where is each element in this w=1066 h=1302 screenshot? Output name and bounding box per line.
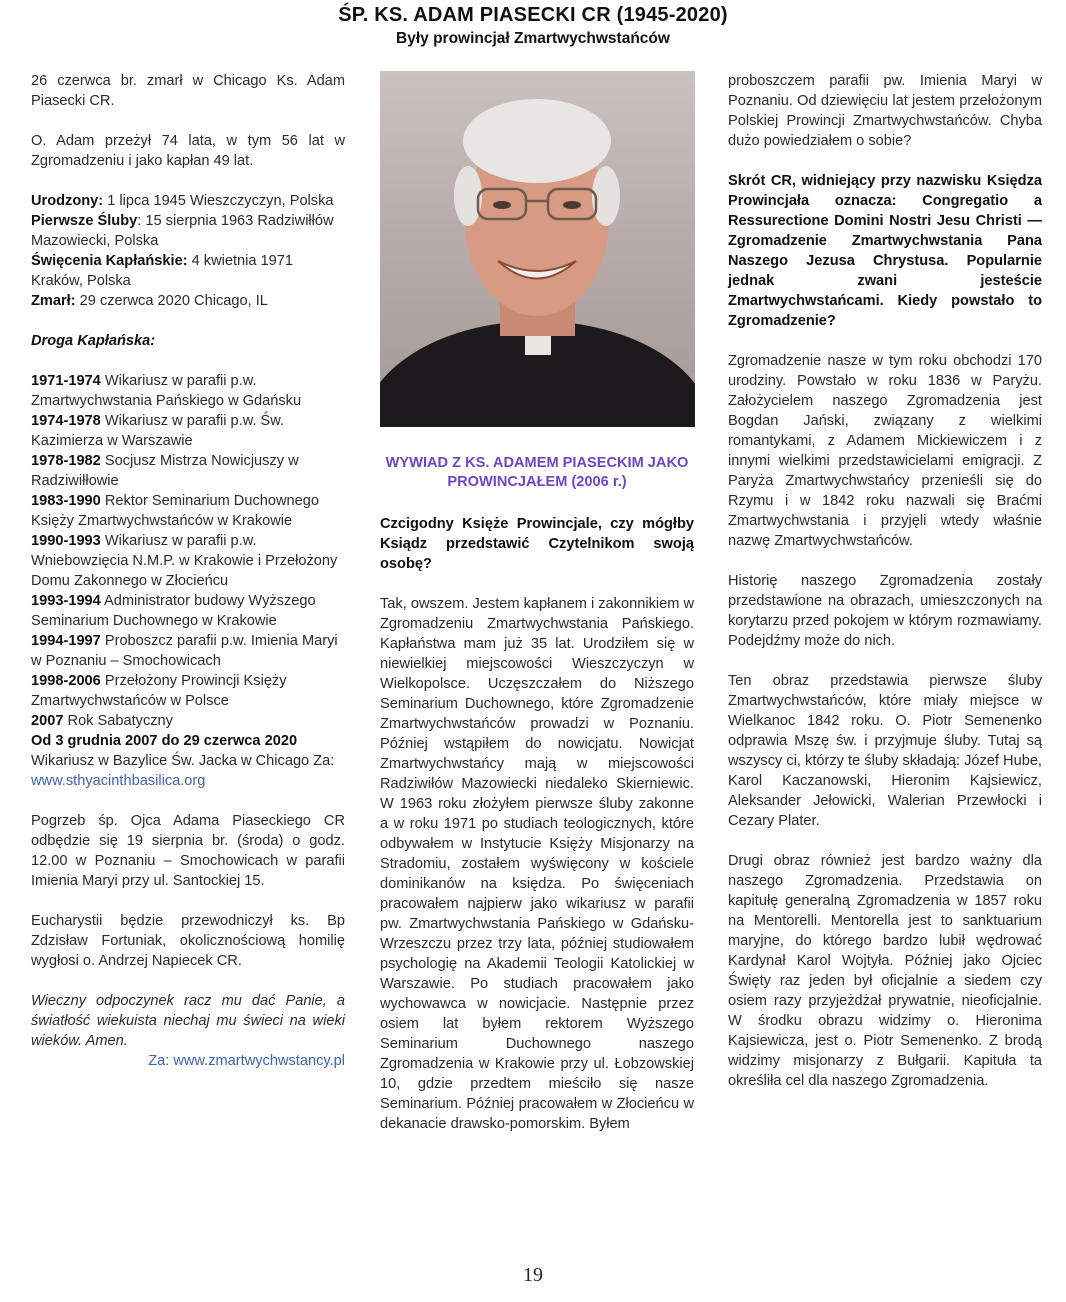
article-subtitle: Były prowincjał Zmartwychwstańców: [396, 30, 670, 47]
career-years: 1971-1974: [31, 373, 101, 389]
career-item: [31, 491, 345, 531]
career-years: 1994-1997: [31, 633, 101, 649]
career-item: [31, 591, 345, 631]
career-text: Proboszcz parafii p.w. Imienia Maryi w Poznaniu – Smochowicach: [31, 633, 338, 669]
career-years: Od 3 grudnia 2007 do 29 czerwca 2020: [31, 733, 298, 749]
career-text: Przełożony Prowincji Księży Zmartwychwstańców w Polsce: [31, 673, 287, 709]
career-heading: Droga Kapłańska:: [31, 333, 156, 349]
chapter-paragraph: Drugi obraz również jest bardzo ważny dla naszego Zgromadzenia. Przedstawia on kapitułę generalną Zgromadzenia w 1857 roku na Mentorelli. Mentorella jest to sanktuarium maryjne, do którego bardzo lubił wędrować Kardynał Karol Wojtyła. Później jako Ojciec Święty raz jeden był oficjalnie a siedem czy osiem razy przyjeżdżał prywatnie, nieoficjalnie. W środku obrazu widzimy o. Hieronima Kajsiewicza, jest o. Piotr Semenenko. Z brodą widzimy misjonarzy z Bułgarii. Kapituła ta określiła cel dla naszego Zgromadzenia.: [728, 853, 1042, 1089]
interview-heading: WYWIAD Z KS. ADAMEM PIASECKIM JAKO PROWINCJAŁEM (2006 r.): [385, 455, 689, 490]
ordination-label: Święcenia Kapłańskie:: [31, 253, 188, 269]
source-line: [31, 1051, 345, 1071]
career-text: Wikariusz w parafii p.w. Zmartwychwstania Pańskiego w Gdańsku: [31, 373, 302, 409]
interview-answer-2: Zgromadzenie nasze w tym roku obchodzi 170 urodziny. Powstało w roku 1836 w Paryżu. Założycielem naszego Zgromadzenia jest Bogdan Jański, związany z wielkimi romantykami, z Adamem Mickiewiczem i z innymi wielkimi przedstawicielami emigracji. Z Paryża Zmartwychwstańcy przenieśli się do Rzymu i w 1842 roku nazwali się Braćmi Zmartwychwstania i przyjęli wtedy właśnie nazwę Zmartwychwstańców.: [728, 353, 1042, 549]
career-text: Wikariusz w Bazylice Św. Jacka w Chicago Za:: [31, 753, 335, 769]
source-prefix: Za:: [148, 1053, 174, 1069]
career-list: [31, 371, 345, 791]
middle-column: [380, 454, 694, 1134]
page-number: 19: [523, 1264, 543, 1286]
career-years: 1983-1990: [31, 493, 101, 509]
career-years: 1990-1993: [31, 533, 101, 549]
prayer-paragraph: Wieczny odpoczynek racz mu dać Panie, a światłość wiekuista niechaj mu świeci na wieki wieków. Amen.: [31, 993, 345, 1049]
funeral-paragraph: Pogrzeb śp. Ojca Adama Piaseckiego CR odbędzie się 19 sierpnia br. (środa) o godz. 12.00 w Poznaniu – Smochowicach w parafii Imienia Maryi przy ul. Santockiej 15.: [31, 813, 345, 889]
right-column: [728, 71, 1042, 1091]
ordination-value: 4 kwietnia 1971 Kraków, Polska: [31, 253, 294, 289]
career-item: [31, 531, 345, 591]
basilica-link[interactable]: www.sthyacinthbasilica.org: [31, 773, 206, 789]
portrait-photo: [380, 71, 695, 427]
career-text: Rok Sabatyczny: [63, 713, 173, 729]
age-paragraph: O. Adam przeżył 74 lata, w tym 56 lat w Zgromadzeniu i jako kapłan 49 lat.: [31, 133, 345, 169]
career-years: 1978-1982: [31, 453, 101, 469]
bio-facts: [31, 191, 345, 311]
died-value: 29 czerwca 2020 Chicago, IL: [75, 293, 268, 309]
career-years: 2007: [31, 713, 64, 729]
career-text: Socjusz Mistrza Nowicjuszy w Radziwiłłowie: [31, 453, 299, 489]
career-item: [31, 451, 345, 491]
portrait-illustration: [380, 71, 695, 427]
born-value: 1 lipca 1945 Wieszczyczyn, Polska: [103, 193, 334, 209]
career-item: [31, 671, 345, 711]
vows-label: Pierwsze Śluby: [31, 213, 138, 229]
died-label: Zmarł:: [31, 293, 76, 309]
intro-paragraph: 26 czerwca br. zmarł w Chicago Ks. Adam Piasecki CR.: [31, 73, 345, 109]
born-label: Urodzony:: [31, 193, 104, 209]
career-years: 1974-1978: [31, 413, 101, 429]
career-text: Administrator budowy Wyższego Seminarium Duchownego w Krakowie: [31, 593, 316, 629]
career-item: [31, 631, 345, 671]
career-item: [31, 371, 345, 411]
interview-answer-1: Tak, owszem. Jestem kapłanem i zakonnikiem w Zgromadzeniu Zmartwychwstania Pańskiego. Kapłaństwa mam już 35 lat. Urodziłem się w niewielkiej miejscowości Wieszczyczyn w Wielkopolsce. Uczęszczałem do Niższego Seminarium Duchownego, które Zgromadzenie Zmartwychwstańców prowadzi w Poznaniu. Później wstąpiłem do nowicjatu. Nowicjat Zmartwychwstańcy mają w miejscowości Radziwiłów Mazowiecki niedaleko Skierniewic. W 1963 roku złożyłem pierwsze śluby zakonne a w roku 1971 po studiach teologicznych, które odbywałem w Instytucie Księży Misjonarzy na Stradomiu, zostałem wyświęcony w kościele dominikanów na księdza. Po święceniach pracowałem najpierw jako wikariusz w parafii pw. Zmartwychwstania Pańskiego w Gdańsku-Wrzeszczu przez trzy lata, później studiowałem psychologię na Akademii Teologii Katolickiej w Warszawie. Po studiach pracowałem jako wychowawca w nowicjacie. Następnie przez osiem lat byłem rektorem Wyższego Seminarium Duchownego naszego Zgromadzenia w Krakowie przy ul. Łobzowskiej 10, gdzie przedtem mieściło się nasze Seminarium. Później pracowałem w Złocieńcu w dekanacie drawsko-pomorskim. Byłem: [380, 596, 694, 1132]
vows-value: : 15 sierpnia 1963 Radziwiłłów Mazowiecki, Polska: [31, 213, 334, 249]
paintings-paragraph: Historię naszego Zgromadzenia zostały przedstawione na obrazach, umieszczonych na korytarzu przed pokojem w którym rozmawiamy. Podejdźmy może do nich.: [728, 573, 1042, 649]
career-item: [31, 411, 345, 451]
career-years: 1993-1994: [31, 593, 101, 609]
left-column: [31, 71, 345, 1071]
interview-question-2: Skrót CR, widniejący przy nazwisku Księdza Prowincjała oznacza: Congregatio a Ressurectione Domini Nostri Jesu Christi — Zgromadzenie Zmartwychwstania Pana Naszego Jezusa Chrystusa. Popularnie jednak zwani jesteście Zmartwychwstańcami. Kiedy powstało to Zgromadzenie?: [728, 173, 1042, 329]
first-vows-paragraph: Ten obraz przedstawia pierwsze śluby Zmartwychwstańców, które miały miejsce w Wielkanoc 1842 roku. O. Piotr Semenenko odprawia Mszę św. i przyjmuje śluby. Tutaj są wszyscy ci, którzy te śluby składają: Józef Hube, Karol Kaczanowski, Hieronim Kajsiewicz, Aleksander Jełowicki, Walerian Przewłocki i Cezary Plater.: [728, 673, 1042, 829]
career-text: Wikariusz w parafii p.w. Św. Kazimierza w Warszawie: [31, 413, 285, 449]
career-text: Rektor Seminarium Duchownego Księży Zmartwychwstańców w Krakowie: [31, 493, 319, 529]
interview-question-1: Czcigodny Księże Prowincjale, czy mógłby Ksiądz przedstawić Czytelnikom swoją osobę?: [380, 516, 694, 572]
career-text: Wikariusz w parafii p.w. Wniebowzięcia N.M.P. w Krakowie i Przełożony Domu Zakonnego w Złocieńcu: [31, 533, 338, 589]
interview-answer-1-continued: proboszczem parafii pw. Imienia Maryi w Poznaniu. Od dziewięciu lat jestem przełożonym Polskiej Prowincji Zmartwychwstańców. Chyba dużo powiedziałem o sobie?: [728, 73, 1042, 149]
career-years: 1998-2006: [31, 673, 101, 689]
article-title: ŚP. KS. ADAM PIASECKI CR (1945-2020): [338, 4, 728, 26]
career-item: [31, 711, 345, 731]
career-item: [31, 731, 345, 791]
source-link[interactable]: www.zmartwychwstancy.pl: [173, 1053, 345, 1069]
eucharist-paragraph: Eucharystii będzie przewodniczył ks. Bp Zdzisław Fortuniak, okolicznościową homilię wygłosi o. Andrzej Napiecek CR.: [31, 913, 345, 969]
